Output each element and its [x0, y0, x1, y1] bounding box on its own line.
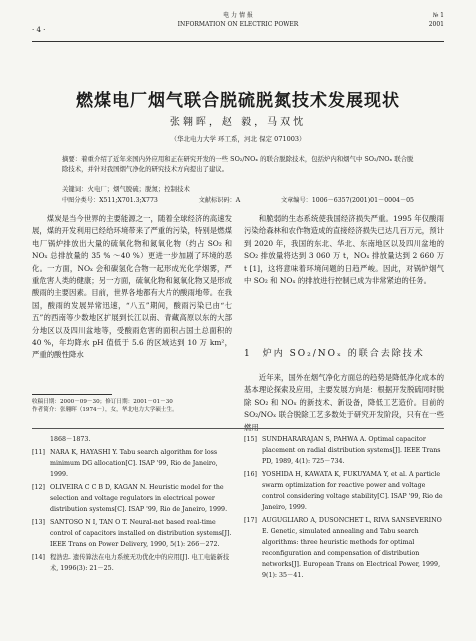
- journal-name-en: INFORMATION ON ELECTRIC POWER: [177, 21, 299, 28]
- author-affiliation: （华北电力大学 环工系，河北 保定 071003）: [170, 135, 306, 143]
- reference-number: [16]: [244, 471, 257, 478]
- reference-list-right: [244, 434, 444, 583]
- page-separator: [32, 428, 444, 429]
- reference-number: [14]: [32, 554, 45, 561]
- issue-number: № 1: [432, 12, 444, 19]
- header-rule: [32, 41, 444, 42]
- article-number: 文章编号：1006－6357(2001)01－0004－05: [280, 197, 414, 204]
- section-heading: 1 炉内 SO₂/NOₓ 的联合去除技术: [244, 349, 425, 359]
- journal-name-cn: 电 力 情 报: [223, 12, 253, 19]
- classification-line: [62, 195, 414, 204]
- reference-text: SANTOSO N I, TAN O T. Neural-net based real-time control of capacitors installed on distribution systems[J]. IEEE Trans on Power Delivery, 1990, 5(1): 266－272.: [50, 519, 232, 548]
- reference-item: [32, 447, 232, 480]
- reference-number: [11]: [32, 449, 45, 456]
- reference-number: [17]: [244, 517, 257, 524]
- reference-text: AUGUGLIARO A, DUSONCHET L, RIVA SANSEVERINO E. Genetic, simulated annealing and Tabu search algorithms: three heuristic methods for optimal reconfiguration and compensation of distribution networks[J]. European Trans on Electrical Power, 1999, 9(1): 35－41.: [262, 517, 442, 579]
- reference-item: [32, 434, 232, 445]
- author-bio: 作者简介：张翱晖（1974－），女，华北电力大学硕士生。: [32, 407, 178, 413]
- body-paragraph: 煤炭是当今世界的主要能源之一，随着全球经济的高速发展，煤的开发利用已经给环境带来了严重的污染，特别是燃煤电厂锅炉排放出大量的硫氧化物和氮氧化物（约占 SO₂ 和 NOₓ 总排放量的 35 % ～40 %）更进一步加剧了环境的恶化。一方面，NOₓ 会和碳氢化合物一起形成光化学烟雾，严重危害人类的健康；另一方面，硫氧化物和氮氧化物又是形成酸雨的主要因素。目前，世界各地都有大片的酸雨地带。在我国，酸雨的发展异常迅速，“八五”期间，酸雨污染已由“七五”的西南等少数地区扩展到长江以南、青藏高原以东的大部分地区以及四川盆地等，受酸雨危害的面积占国土总面积的 40 %，年均降水 pH 值低于 5.6 的区域达到 10 万 km²，严重的酸性降水: [32, 214, 232, 360]
- body-paragraph: 和脆弱的生态系统使我国经济损失严重。1995 年仅酸雨污染给森林和农作物造成的直接经济损失已达几百万元，预计到 2020 年，我国的东北、华北、东南地区以及四川盆地的 SO₂ 排放量将达到 3 060 万 t，NOₓ 排放量达到 2 660 万 t [1]，这将意味着环境问题的日趋严峻。因此，对锅炉烟气中 SO₂ 和 NOₓ 的排放进行控制已成为非常紧迫的任务。: [244, 214, 444, 286]
- reference-item: [244, 515, 444, 581]
- reference-text: NARA K, HAYASHI Y. Tabu search algorithm for loss minimum DG allocation[C]. ISAP '99, Rio de Janeiro, 1999.: [50, 449, 218, 478]
- body-right-column-continued: [244, 372, 444, 434]
- page-number: · 4 ·: [32, 26, 46, 34]
- document-code: 文献标识码：A: [198, 197, 241, 204]
- received-date: 收稿日期：2000－09－30；修订日期：2001－01－30: [32, 399, 173, 405]
- reference-item: [32, 517, 232, 550]
- reference-text: OLIVEIRA C C B D, KAGAN N. Heuristic model for the selection and voltage regulators in electrical power distribution systems[C]. ISAP '99, Rio de Janeiro, 1999.: [50, 484, 228, 513]
- reference-item: [32, 482, 232, 515]
- article-authors: 张翱晖，赵 毅，马双忱: [169, 117, 307, 128]
- reference-number: [12]: [32, 484, 45, 491]
- reference-text: SUNDHARARAJAN S, PAHWA A. Optimal capacitor placement on radial distribution systems[J]. IEEE Trans PD, 1989, 4(1): 725－734.: [262, 436, 441, 465]
- reference-text: 程浩忠. 遗传算法在电力系统无功优化中的应用[J]. 电工电能新技术, 1996(3): 21－25.: [50, 554, 230, 572]
- reference-number: [15]: [244, 436, 257, 443]
- reference-text: YOSHIDA H, KAWATA K, FUKUYAMA Y, et al. A particle swarm optimization for reactive power and voltage control considering voltage stability[C]. ISAP '99, Rio de Janeiro, 1999.: [262, 471, 443, 511]
- reference-item: [244, 469, 444, 513]
- keywords: 关键词：火电厂；烟气脱硫；脱氮；控制技术: [62, 185, 190, 193]
- article-title: 燃煤电厂烟气联合脱硫脱氮技术发展现状: [76, 91, 400, 111]
- reference-number: [13]: [32, 519, 45, 526]
- footnote: [32, 398, 232, 414]
- footnote-rule: [32, 394, 112, 395]
- body-right-column: [244, 213, 444, 287]
- reference-item: [244, 434, 444, 467]
- abstract: 摘要：着重介绍了近年来国内外应用和正在研究开发的一些 SO₂/NOₓ 的联合脱除技术，包括炉内和烟气中 SO₂/NOₓ 联合脱除技术，并针对我国烟气净化的研究技术方向提出了建议。: [62, 155, 414, 173]
- clc-number: 中图分类号：X511;X701.3;X773: [62, 197, 158, 204]
- body-left-column: [32, 213, 232, 362]
- running-header: [32, 10, 444, 40]
- reference-text: 1868－1873.: [50, 436, 91, 443]
- reference-list-left: [32, 434, 232, 576]
- reference-item: [32, 552, 232, 574]
- issue-year: 2001: [428, 21, 444, 28]
- body-paragraph: 近年来，国外在烟气净化方面总的趋势是降低净化成本的基本理论探索及应用，主要发展方向是：根据开发脱硫同时脱除 SO₂ 和 NOₓ 的新技术、新设备，降低工艺造价。目前的 SO₂/NOₓ 联合脱除工艺多数处于研究开发阶段，只有在一些燃用: [244, 373, 444, 432]
